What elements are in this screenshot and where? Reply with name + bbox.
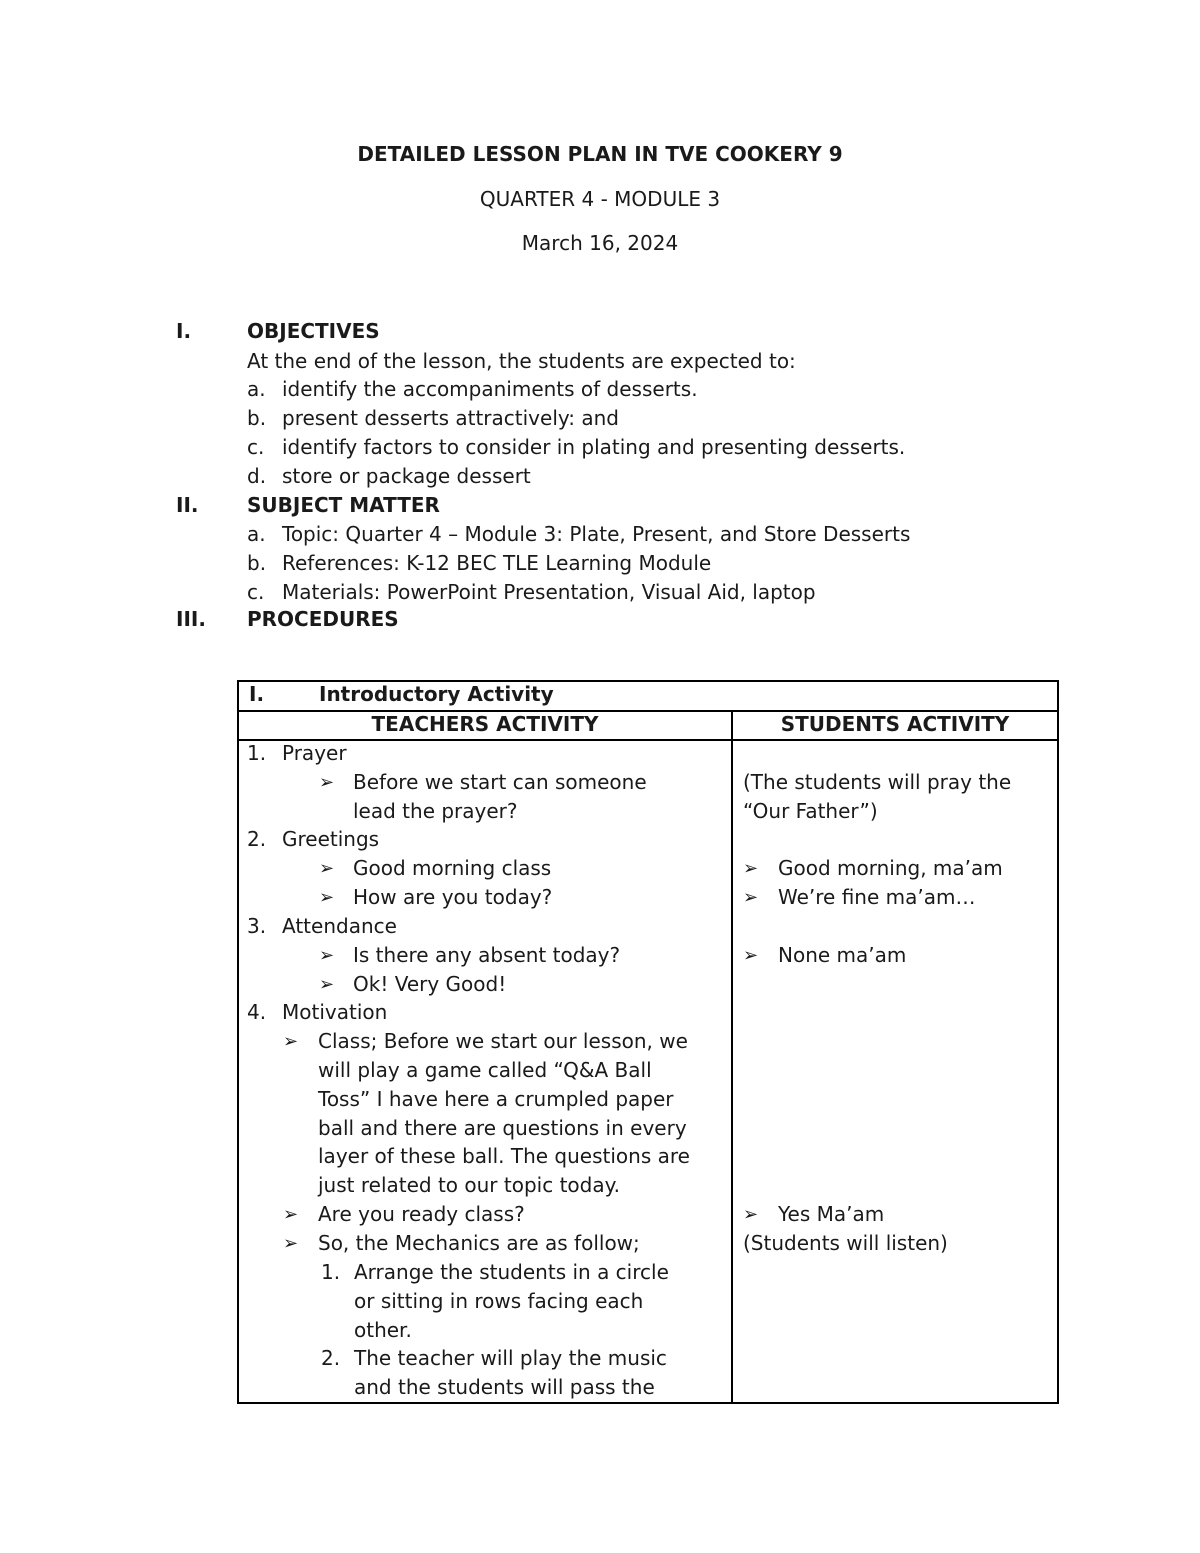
table-border-right — [1057, 680, 1059, 1404]
table-section-title: Introductory Activity — [319, 682, 554, 706]
teacher-line: Arrange the students in a circle — [354, 1260, 669, 1284]
arrow-bullet-icon: ➢ — [319, 858, 335, 879]
mechanics-number: 1. — [321, 1260, 341, 1284]
step-number: 3. — [247, 914, 267, 938]
student-line: We’re fine ma’am… — [778, 885, 976, 909]
teacher-line: Are you ready class? — [318, 1202, 525, 1226]
step-title-attendance: Attendance — [282, 914, 397, 938]
arrow-bullet-icon: ➢ — [283, 1204, 299, 1225]
arrow-bullet-icon: ➢ — [283, 1031, 299, 1052]
arrow-bullet-icon: ➢ — [319, 974, 335, 995]
table-divider — [237, 739, 1059, 741]
step-title-prayer: Prayer — [282, 741, 347, 765]
arrow-bullet-icon: ➢ — [319, 772, 335, 793]
section-number: II. — [176, 493, 199, 517]
teacher-line: lead the prayer? — [353, 799, 518, 823]
section-number: I. — [176, 319, 192, 343]
lesson-date: March 16, 2024 — [521, 231, 679, 255]
document-title: DETAILED LESSON PLAN IN TVE COOKERY 9 — [357, 142, 843, 166]
arrow-bullet-icon: ➢ — [319, 887, 335, 908]
teacher-line: Ok! Very Good! — [353, 972, 507, 996]
arrow-bullet-icon: ➢ — [319, 945, 335, 966]
teacher-line: ball and there are questions in every — [318, 1116, 687, 1140]
objectives-intro: At the end of the lesson, the students are expected to: — [247, 349, 796, 373]
arrow-bullet-icon: ➢ — [283, 1233, 299, 1254]
step-title-greetings: Greetings — [282, 827, 380, 851]
step-title-motivation: Motivation — [282, 1000, 388, 1024]
step-number: 1. — [247, 741, 267, 765]
student-line: Yes Ma’am — [778, 1202, 885, 1226]
list-marker: a. — [247, 522, 266, 546]
list-marker: c. — [247, 435, 265, 459]
teacher-line: layer of these ball. The questions are — [318, 1144, 690, 1168]
arrow-bullet-icon: ➢ — [743, 858, 759, 879]
teacher-line: Is there any absent today? — [353, 943, 621, 967]
list-text: store or package dessert — [282, 464, 531, 488]
list-text: References: K-12 BEC TLE Learning Module — [282, 551, 712, 575]
step-number: 4. — [247, 1000, 267, 1024]
section-label: PROCEDURES — [247, 607, 399, 631]
column-header-teachers: TEACHERS ACTIVITY — [371, 712, 599, 736]
arrow-bullet-icon: ➢ — [743, 1204, 759, 1225]
list-marker: c. — [247, 580, 265, 604]
table-border-bottom — [237, 1402, 1059, 1404]
list-text: present desserts attractively: and — [282, 406, 619, 430]
step-number: 2. — [247, 827, 267, 851]
procedures-table — [237, 680, 1059, 1404]
list-marker: d. — [247, 464, 267, 488]
student-line: “Our Father”) — [743, 799, 878, 823]
teacher-line: Class; Before we start our lesson, we — [318, 1029, 688, 1053]
arrow-bullet-icon: ➢ — [743, 945, 759, 966]
list-marker: b. — [247, 551, 267, 575]
teacher-line: Good morning class — [353, 856, 552, 880]
list-text: identify factors to consider in plating and presenting desserts. — [282, 435, 906, 459]
section-number: III. — [176, 607, 206, 631]
student-line: (Students will listen) — [743, 1231, 948, 1255]
teacher-line: or sitting in rows facing each — [354, 1289, 644, 1313]
student-line: (The students will pray the — [743, 770, 1012, 794]
section-label: OBJECTIVES — [247, 319, 380, 343]
teacher-line: Toss” I have here a crumpled paper — [318, 1087, 674, 1111]
table-border-left — [237, 680, 239, 1404]
arrow-bullet-icon: ➢ — [743, 887, 759, 908]
teacher-line: So, the Mechanics are as follow; — [318, 1231, 640, 1255]
section-label: SUBJECT MATTER — [247, 493, 440, 517]
student-line: None ma’am — [778, 943, 907, 967]
list-marker: a. — [247, 377, 266, 401]
list-marker: b. — [247, 406, 267, 430]
list-text: identify the accompaniments of desserts. — [282, 377, 698, 401]
teacher-line: and the students will pass the — [354, 1375, 655, 1399]
list-text: Topic: Quarter 4 – Module 3: Plate, Present, and Store Desserts — [282, 522, 911, 546]
student-line: Good morning, ma’am — [778, 856, 1003, 880]
teacher-line: other. — [354, 1318, 412, 1342]
list-text: Materials: PowerPoint Presentation, Visual Aid, laptop — [282, 580, 816, 604]
mechanics-number: 2. — [321, 1346, 341, 1370]
table-column-divider — [731, 710, 733, 1404]
teacher-line: Before we start can someone — [353, 770, 647, 794]
teacher-line: How are you today? — [353, 885, 553, 909]
table-section-number: I. — [249, 682, 265, 706]
quarter-module: QUARTER 4 - MODULE 3 — [479, 187, 721, 211]
teacher-line: just related to our topic today. — [318, 1173, 620, 1197]
teacher-line: The teacher will play the music — [354, 1346, 667, 1370]
column-header-students: STUDENTS ACTIVITY — [780, 712, 1010, 736]
teacher-line: will play a game called “Q&A Ball — [318, 1058, 652, 1082]
